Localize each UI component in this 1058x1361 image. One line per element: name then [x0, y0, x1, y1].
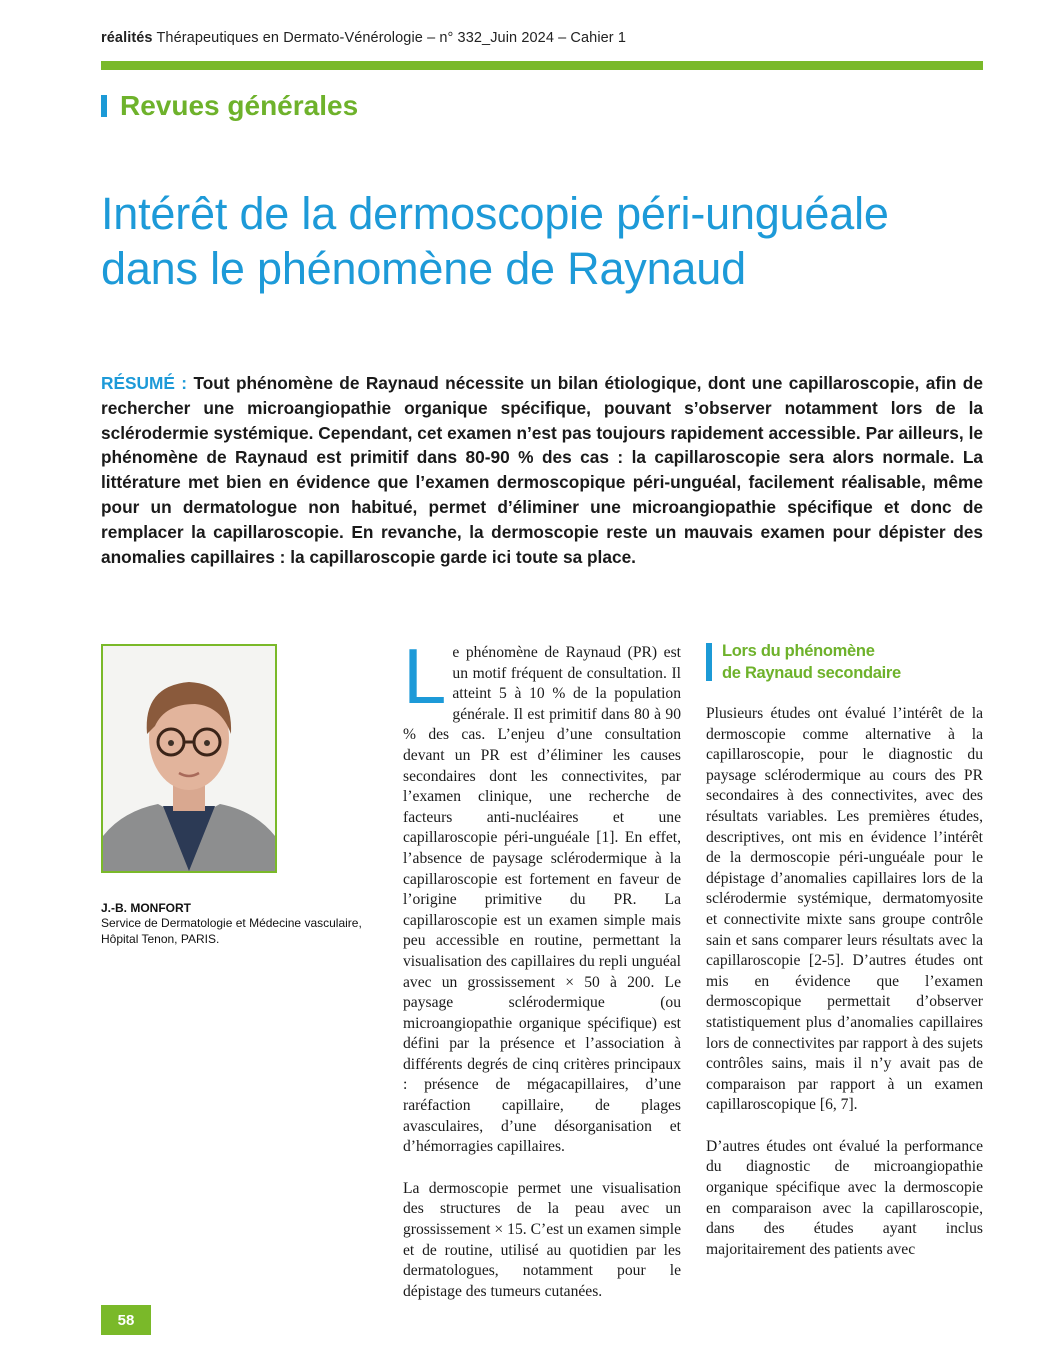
header-rule — [101, 61, 983, 70]
section-marker — [101, 95, 107, 117]
journal-info: Thérapeutiques en Dermato-Vénérologie – n° 332_Juin 2024 – Cahier 1 — [156, 30, 627, 46]
subsection-title-line-2: de Raynaud secondaire — [722, 663, 901, 682]
intro-text: e phénomène de Raynaud (PR) est un motif fréquent de consultation. Il atteint 5 à 10 % de la population générale. Il est primitif dans 80 à 90 % des cas. L’enjeu d’une consultation devant un PR est d’éliminer les causes secondaires dont les connectivites, par l’examen clinique, une recherche de facteurs anti-nucléaires et une capillaroscopie péri-unguéale [1]. En effet, l’absence de paysage sclérodermique à la capillaroscopie est fortement en faveur de l’origine primitive du PR. La capillaroscopie est un examen simple mais peu accessible en routine, permettant la visualisation des capillaires du repli unguéal avec un grossissement × 50 à 200. Le paysage sclérodermique (ou microangiopathie organique spécifique) est défini par la présence et l’association à différents degrés de cinq critères principaux : présence de mégacapillaires, d’une raréfaction capillaire, de plages avasculaires, d’une désorganisation et d’hémorragies capillaires. — [403, 644, 681, 1156]
subsection-title — [722, 641, 901, 684]
dermoscopy-paragraph: La dermoscopie permet une visualisation des structures de la peau avec un grossissement × 15. C’est un examen simple et de routine, utilisé au quotidien par les dermatologues, notamment pour le dépistage des tumeurs cutanées. — [403, 1179, 681, 1300]
studies-paragraph: Plusieurs études ont évalué l’intérêt de la dermoscopie comme alternative à la capillaroscopie, pour le diagnostic du paysage sclérodermique au cours des PR secondaires à des connectivites, avec des résultats variables. Les premières études, descriptives, ont mis en évidence l’intérêt de la dermoscopie péri-unguéale pour le dépistage d’anomalies capillaires lors de la sclérodermie systémique, dermatomyosite et connectivite mixte sans groupe contrôle sain et sans comparer leurs résultats avec la capillaroscopie [2-5]. D’autres études ont mis en évidence que l’examen dermoscopique permettait d’observer statistiquement plus d’anomalies capillaires lors de connectivites par rapport à des sujets contrôles sains, mais il n’y avait pas de comparaison par rapport à un examen capillaroscopique [6, 7]. — [706, 705, 983, 1114]
body-column-2 — [706, 704, 983, 1260]
page-number: 58 — [101, 1305, 151, 1335]
title-line-1: Intérêt de la dermoscopie péri-unguéale — [101, 188, 889, 239]
subsection-heading — [706, 641, 901, 684]
author-portrait — [103, 646, 275, 871]
running-header — [101, 30, 626, 46]
article-title — [101, 186, 1001, 296]
subsection-marker — [706, 643, 712, 681]
brand-name: réalités — [101, 30, 153, 46]
drop-cap: L — [403, 632, 447, 720]
abstract — [101, 371, 983, 569]
author-photo — [101, 644, 277, 873]
body-column-1 — [403, 632, 681, 1302]
performance-paragraph: D’autres études ont évalué la performance du diagnostic de microangiopathie organique spécifique avec la dermoscopie en comparaison avec la capillaroscopie, dans des études ayant inclus majoritairement des patients avec — [706, 1137, 983, 1258]
author-name: J.-B. MONFORT — [101, 901, 191, 915]
abstract-text: Tout phénomène de Raynaud nécessite un bilan étiologique, dont une capillaroscopie, afin de rechercher une microangiopathie organique spécifique, pouvant s’observer notamment lors de la sclérodermie systémique. Cependant, cet examen n’est pas toujours rapidement accessible. Par ailleurs, le phénomène de Raynaud est primitif dans 80-90 % des cas : la capillaroscopie sera alors normale. La littérature met bien en évidence que l’examen dermoscopique péri-unguéal, facilement réalisable, même pour un dermatologue non habitué, permet d’éliminer une microangiopathie spécifique et donc de remplacer la capillaroscopie. En revanche, la dermoscopie reste un mauvais examen pour dépister des anomalies capillaires : la capillaroscopie garde ici toute sa place. — [101, 373, 983, 567]
section-title: Revues générales — [120, 90, 359, 121]
title-line-2: dans le phénomène de Raynaud — [101, 243, 746, 294]
intro-paragraph — [403, 632, 681, 1158]
subsection-title-line-1: Lors du phénomène — [722, 642, 875, 660]
section-label — [101, 90, 358, 122]
author-affiliation: Service de Dermatologie et Médecine vasculaire, Hôpital Tenon, PARIS. — [101, 916, 362, 946]
abstract-label: RÉSUMÉ : — [101, 373, 188, 393]
